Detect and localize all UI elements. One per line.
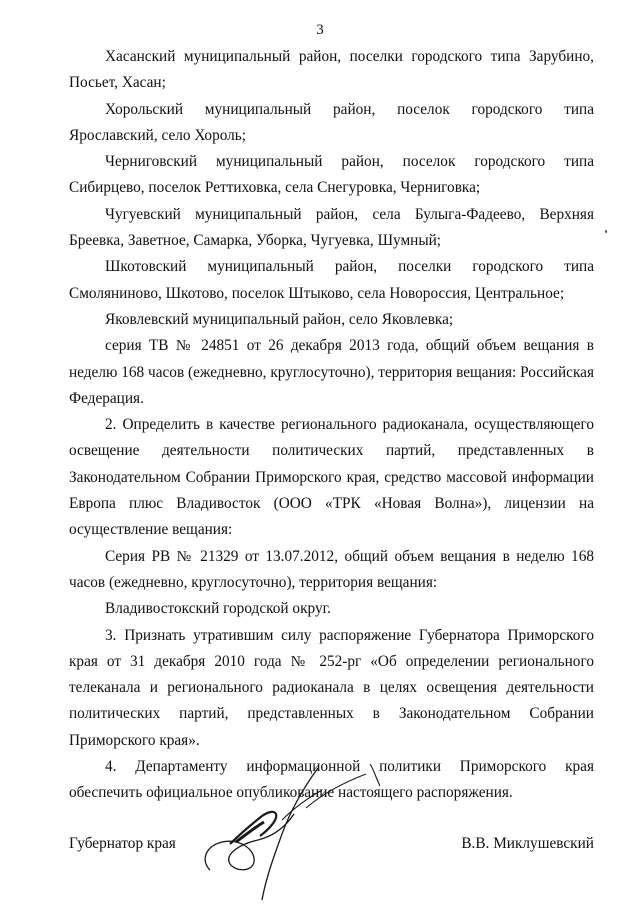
document-body [69, 44, 594, 807]
paragraph-chuguevsky: Чугуевский муниципальный район, села Булыга-Фадеево, Верхняя Бреевка, Заветное, Самарка, Уборка, Чугуевка, Шумный; [69, 205, 594, 250]
paragraph-license-rv: Серия РВ № 21329 от 13.07.2012, общий объем вещания в неделю 168 часов (ежедневно, круглосуточно), территория вещания: [69, 547, 594, 591]
paragraph-yakovlevsky: Яковлевский муниципальный район, село Яковлевка; [105, 310, 454, 328]
signature-block [69, 835, 594, 865]
paragraph-vladivostok: Владивостокский городской округ. [105, 600, 331, 618]
handwritten-signature [170, 760, 400, 905]
paragraph-license-tv: серия ТВ № 24851 от 26 декабря 2013 года, общий объем вещания в неделю 168 часов (ежедневно, круглосуточно), территория вещания: Российская Федерация. [69, 337, 594, 407]
signatory-title: Губернатор края [69, 835, 176, 852]
paragraph-item-3: 3. Признать утратившим силу распоряжение Губернатора Приморского края от 31 декабря 2010 года № 252-рг «Об определении регионального телеканала и регионального радиоканала в целях освещения деятельности политических партий, представленных в Законодательном Собрании Приморского края». [69, 626, 594, 749]
paragraph-item-4: 4. Департаменту информационной политики Приморского края обеспечить официальное опубликование настоящего распоряжения. [69, 758, 594, 802]
page-number: 3 [316, 22, 324, 38]
paragraph-khasansky: Хасанский муниципальный район, поселки городского типа Зарубино, Посьет, Хасан; [69, 48, 594, 92]
paragraph-chernigovsky: Черниговский муниципальный район, поселок городского типа Сибирцево, поселок Реттиховка, села Снегуровка, Черниговка; [69, 153, 594, 197]
paragraph-shkotovsky: Шкотовский муниципальный район, поселки городского типа Смоляниново, Шкотово, поселок Штыково, села Новороссия, Центральное; [69, 258, 594, 302]
stray-mark [605, 230, 607, 233]
signatory-name: В.В. Миклушевский [461, 835, 594, 852]
paragraph-item-2: 2. Определить в качестве регионального радиоканала, осуществляющего освещение деятельности политических партий, представленных в Законодательном Собрании Приморского края, средство массовой информации Европа плюс Владивосток (ООО «ТРК «Новая Волна»), лицензии на осуществление вещания: [69, 416, 594, 539]
paragraph-khorolsky: Хорольский муниципальный район, поселок городского типа Ярославский, село Хороль; [69, 100, 594, 144]
